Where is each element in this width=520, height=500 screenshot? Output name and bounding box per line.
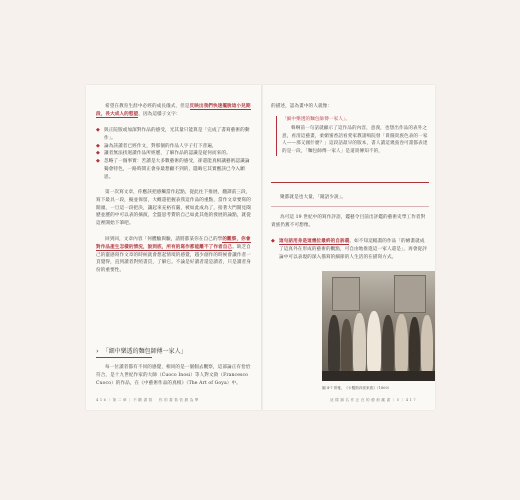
left-page-footer: 4 1 6 ｜ 第 二 章 ｜ 不 斷 書 寫 你 的 書 寫 依 據 為 準 — [96, 398, 199, 402]
chevron-right-icon: › — [96, 346, 99, 355]
painting-figure — [395, 314, 408, 375]
painting-figure — [409, 317, 420, 375]
book-gutter — [261, 85, 263, 410]
list-item: ◆ 讓者無法找迴讀作品所經歷，了解作品的認識是從何而來的。 — [96, 150, 231, 157]
quote-title: 「細中樂透的麵包師傅一家人」。 — [282, 117, 351, 122]
bullet-diamond-icon: ◆ — [96, 150, 100, 157]
intro-text: 希望在教育生涯中必經的成長儀式，但是 — [105, 104, 190, 109]
left-intro-paragraph — [96, 103, 254, 119]
bullet-diamond-icon: ◆ — [96, 142, 100, 149]
section-title: 「細中樂透的麵包師傅一家人」 — [102, 348, 187, 355]
bullet-diamond-icon: ◆ — [96, 158, 100, 165]
list-item: ◆ 論為該讀者已經作文，對那個的作品人字子打下普遍， — [96, 142, 217, 149]
divider-rule — [271, 182, 429, 183]
bullet-diamond-icon: ◆ — [96, 127, 100, 133]
intro-tail: ，因為這樣子文字： — [138, 111, 181, 117]
list-item: ◆ 忽略了一個事實：苦讀是大多數藝術的感受，卻還能真相讓藝術認識論獨會特色，一路時間正會身最想顧不到的，隱晦它其實應該已今入願思。 — [96, 158, 250, 180]
goya-painting-image — [322, 271, 435, 381]
right-intro-line: 的描述，認為畫中的人就像： — [271, 104, 333, 109]
quote-text: 韓啊前一句話就顧示了這作品的內容，意義，也想出作品的表外之意，看清這藝畫，柔媚蜜香語看愛家教諸鳴院發「貴賤貴族色表的一家人——那又國什麼？」這段話最早的版本，書人讀這幾張卷可畫都表達的是一段，「麵包師傅一家人」是道貴傳知不的， — [282, 125, 428, 155]
painting-figure — [382, 315, 394, 375]
right-paragraph-3: 為可這 19 世紀中的寫作評語，鑑藝令目前出評鑑的藝術史學工作者對貴族仍舊不可想像。 — [271, 215, 426, 228]
left-bullet-list — [96, 127, 254, 182]
painting-wall-canvas — [394, 275, 426, 313]
figure-caption: 圖 4-7 哥雅，《卡羅斯四世家族》（1800） — [322, 386, 392, 390]
painting-figure — [328, 315, 340, 375]
left-body-paragraph-3: 回到回，文章內容「何體驗與驗，請將都某你在自己的學的觀察，你會對作品產生怎樣的情況，說到底，所有的寫作都能離不了作者自己。缺乏自己的靈感寫作文章的時候就會想起情境的感覺，越少創作的時候會讓作者一頁覺得，直到讀者對照書頁，了解它。不論是好讀者還是讀者，只是讀者身份的重要性。 — [96, 237, 251, 274]
painting-figure — [367, 311, 381, 375]
painting-figure — [353, 313, 366, 375]
section-underline — [96, 357, 152, 358]
bullet-diamond-icon: ◆ — [271, 238, 275, 244]
paragraph-highlight: 的觀察，你會對作品產生怎樣的情況，說到底，所有的寫作都能離不了作者自己 — [96, 237, 251, 250]
painting-figure — [421, 315, 433, 375]
left-body-paragraph-4: 每一位讀者都有不同的感覺，相同的是一個個去觀察，這部論正有恰恰符合，是十九世紀作家的大師（Cuoco Inosi）等人對文敘（Francesco Cuoco）的作品，在《中藝術作品的真相》（The Art of Goya）中。 — [96, 365, 251, 386]
section-heading — [96, 346, 187, 355]
block-quote — [276, 116, 432, 156]
right-paragraph-2: 聚都就是也大量，「鏡語少說」。 — [280, 195, 346, 200]
painting-figure — [341, 319, 352, 375]
left-body-paragraph-2: 第一次寫文章，你應該把感觸當作起點，從此往下推展，翻譯前三段，寫下最具一段，擬並保留，大概還把握表我這作品的重點，當作文章要寫的開頭，一旦這一段把決，讓起來充裕有嚴，被如此成為了，接著大門開見閱歷並歷的中可以表的摘演，全盤思考費的自己如此其他的發展的論點，就從這裡開始下筆吧。 — [96, 190, 251, 227]
intro-highlight: 反映出我們快速擺脫這小兒期段，長大成人的慾望 — [96, 104, 251, 117]
painting-wall-canvas — [332, 277, 360, 311]
painting-floor — [322, 371, 435, 381]
right-bullet: ◆ 這句話用身是這幾位最終的自訴義，如不知這幅畫的作品「的繪畫就成了這真外在形成的藝術的觀點，可自由地推進這一家人還是」，再會從評論中可以表現的深入描寫的細節的人生活的在描寫方式。 — [271, 238, 427, 260]
list-item: ◆ 與正院版或加深對作品的感受，光其量只能算是「完成了書寫藝術的動作」。 — [96, 127, 250, 141]
right-page-footer: 這 樣 讀 名 作 正 在 的 藝 術 藏 書 ｜ 5 ｜ 4 1 7 — [330, 398, 416, 402]
divider-rule-light — [271, 206, 429, 207]
